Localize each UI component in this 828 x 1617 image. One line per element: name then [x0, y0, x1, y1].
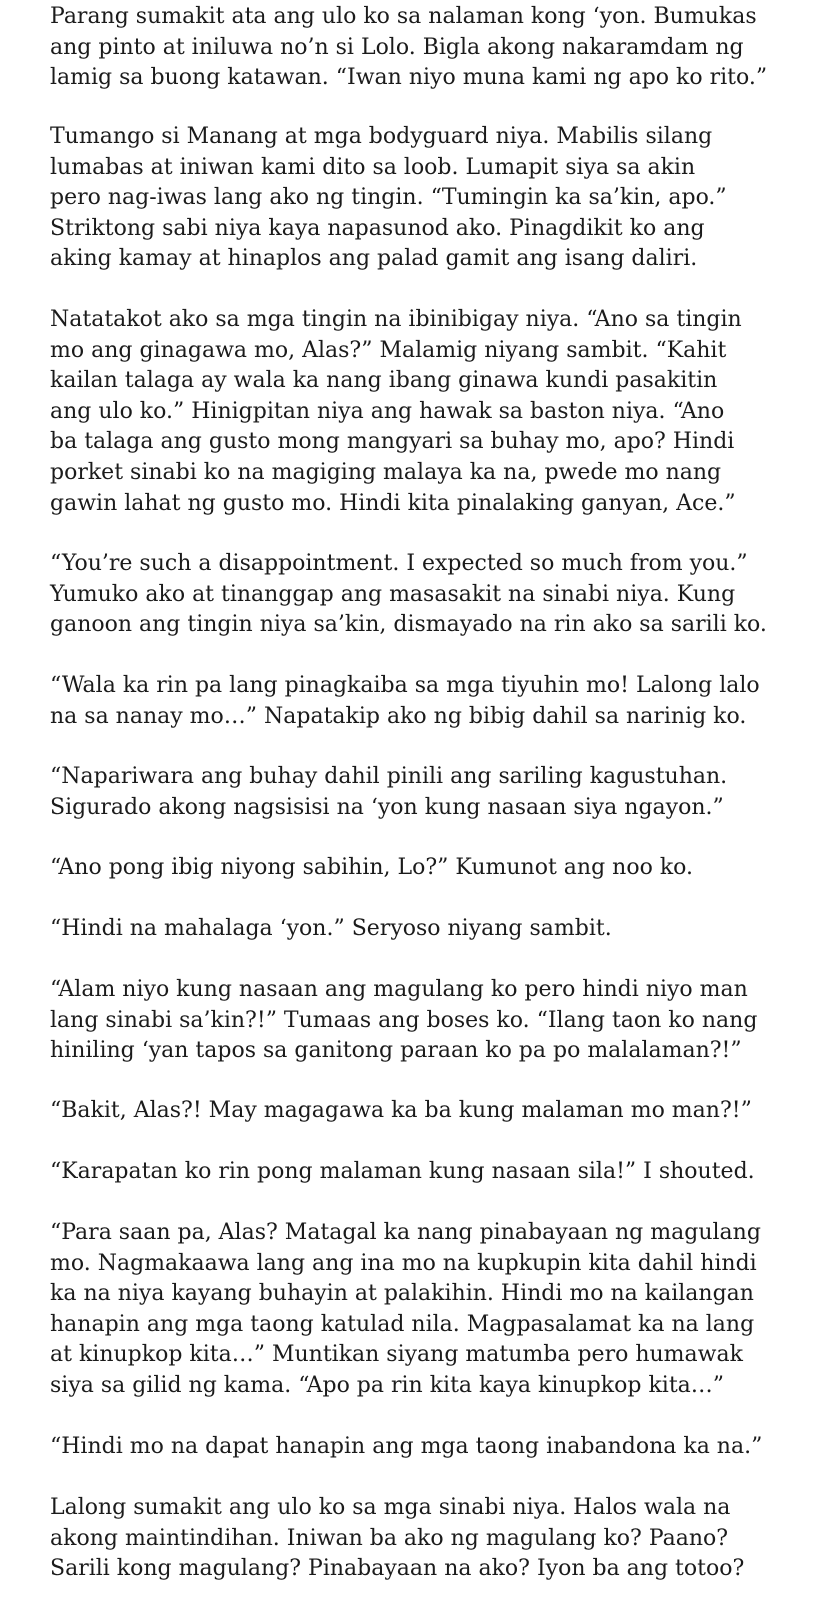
paragraph-10: “Bakit, Alas?! May magagawa ka ba kung malaman mo man?!” — [50, 1098, 752, 1123]
paragraph-8: “Hindi na mahalaga ‘yon.” Seryoso niyang sambit. — [50, 916, 612, 941]
paragraph-7: “Ano pong ibig niyong sabihin, Lo?” Kumunot ang noo ko. — [50, 855, 694, 880]
paragraph-14: Lalong sumakit ang ulo ko sa mga sinabi niya. Halos wala na akong maintindihan. Iniwan ba ako ng magulang ko? Paano? Sarili kong magulang? Pinabayaan na ako? Iyon ba ang totoo? — [50, 1495, 745, 1582]
paragraph-6: “Napariwara ang buhay dahil pinili ang sariling kagustuhan. Sigurado akong nagsisisi na ‘yon kung nasaan siya ngayon.” — [50, 764, 728, 820]
paragraph-11: “Karapatan ko rin pong malaman kung nasaan sila!” I shouted. — [50, 1159, 755, 1184]
paragraph-12: “Para saan pa, Alas? Matagal ka nang pinabayaan ng magulang mo. Nagmakaawa lang ang ina mo na kupkupin kita dahil hindi ka na niya kayang buhayin at palakihin. Hindi mo na kailangan hanapin ang mga taong katulad nila. Magpasalamat ka na lang at kinupkop kita…” Muntikan siyang matumba pero humawak siya sa gilid ng kama. “Apo pa rin kita kaya kinupkop kita…” — [50, 1220, 761, 1398]
paragraph-9: “Alam niyo kung nasaan ang magulang ko pero hindi niyo man lang sinabi sa’kin?!” Tumaas ang boses ko. “Ilang taon ko nang hiniling ‘yan tapos sa ganitong paraan ko pa po malalaman?!” — [50, 977, 758, 1064]
paragraph-2: Tumango si Manang at mga bodyguard niya. Mabilis silang lumabas at iniwan kami dito sa loob. Lumapit siya sa akin pero nag-iwas lang ako ng tingin. “Tumingin ka sa’kin, apo.” Striktong sabi niya kaya napasunod ako. Pinagdikit ko ang aking kamay at hinaplos ang palad gamit ang isang daliri. — [50, 124, 727, 272]
paragraph-5: “Wala ka rin pa lang pinagkaiba sa mga tiyuhin mo! Lalong lalo na sa nanay mo…” Napatakip ako ng bibig dahil sa narinig ko. — [50, 673, 760, 729]
paragraph-13: “Hindi mo na dapat hanapin ang mga taong inabandona ka na.” — [50, 1434, 763, 1459]
paragraph-4: “You’re such a disappointment. I expected so much from you.” Yumuko ako at tinanggap ang masasakit na sinabi niya. Kung ganoon ang tingin niya sa’kin, dismayado na rin ako sa sarili ko. — [50, 551, 767, 638]
paragraph-3: Natatakot ako sa mga tingin na ibinibigay niya. “Ano sa tingin mo ang ginagawa mo, Alas?” Malamig niyang sambit. “Kahit kailan talaga ay wala ka nang ibang ginawa kundi pasakitin ang ulo ko.” Hinigpitan niya ang hawak sa baston niya. “Ano ba talaga ang gusto mong mangyari sa buhay mo, apo? Hindi porket sinabi ko na magiging malaya ka na, pwede mo nang gawin lahat ng gusto mo. Hindi kita pinalaking ganyan, Ace.” — [50, 307, 742, 516]
paragraph-1: Parang sumakit ata ang ulo ko sa nalaman kong ‘yon. Bumukas ang pinto at iniluwa no’n si Lolo. Bigla akong nakaramdam ng lamig sa buong katawan. “Iwan niyo muna kami ng apo ko rito.” — [50, 4, 768, 91]
